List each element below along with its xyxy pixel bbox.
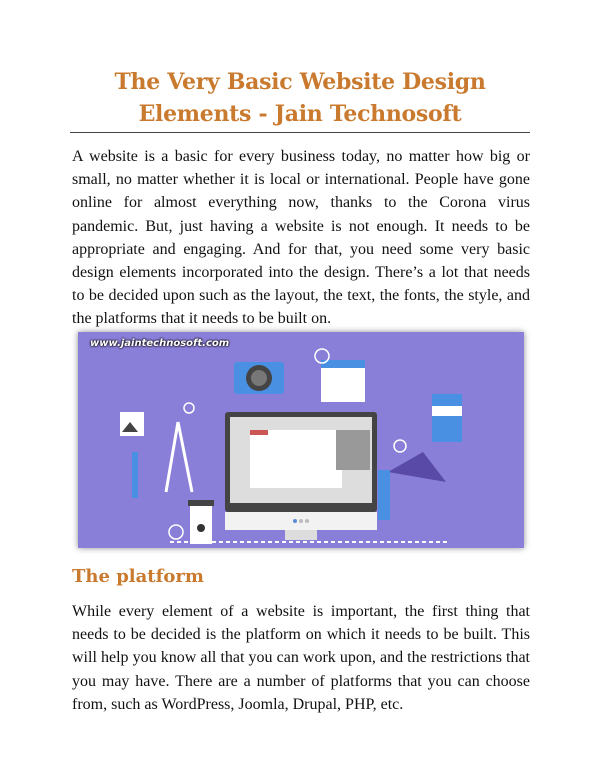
watermark-url: www.jaintechnosoft.com (90, 338, 230, 349)
camera-icon (234, 362, 284, 394)
section-heading: The platform (72, 566, 204, 587)
calendar-icon (321, 360, 365, 402)
picture-icon (120, 412, 144, 436)
section-paragraph: While every element of a website is important, the first thing that needs to be decided is the platform on which it needs to be built. This will help you know all that you can work upon, and the restrictions that you may have. There are a number of platforms that you can choose from, such as WordPress, Joomla, Drupal, PHP, etc. (72, 603, 530, 713)
notebook-icon (432, 394, 462, 442)
title-divider (70, 132, 530, 133)
compass-icon (166, 422, 192, 492)
web-design-illustration (78, 332, 524, 548)
page-title: The Very Basic Website Design Elements - Jain Technosoft (114, 69, 486, 127)
coffee-cup-icon (188, 500, 214, 544)
intro-paragraph: A website is a basic for every business today, no matter how big or small, no matter whether it is local or international. People have gone online for almost everything now, thanks to the Corona virus pandemic. But, just having a website is not enough. It needs to be appropriate and engaging. And for that, you need some very basic design elements incorporated into the design. There’s a lot that needs to be decided upon such as the layout, the text, the fonts, the style, and the platforms that it needs to be built on. (72, 148, 530, 328)
monitor-icon (225, 412, 377, 540)
pencil-icon (132, 452, 138, 498)
color-swatch-icon (378, 452, 446, 520)
